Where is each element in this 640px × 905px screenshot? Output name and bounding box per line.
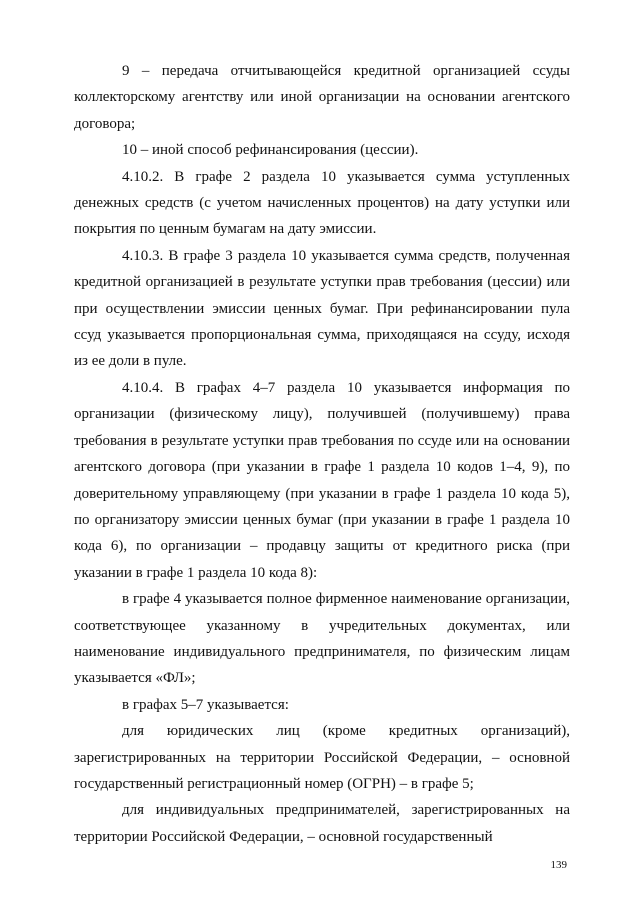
page-number: 139 [550,859,567,871]
paragraph-legal-entities: для юридических лиц (кроме кредитных организаций), зарегистрированных на территории Российской Федерации, – основной государственный регистрационный номер (ОГРН) – в графе 5; [74,723,570,792]
paragraph-code-10: 10 – иной способ рефинансирования (цессии). [122,142,419,159]
paragraph-4-10-2: 4.10.2. В графе 2 раздела 10 указывается сумма уступленных денежных средств (с учетом начисленных процентов) на дату уступки или покрытия по ценным бумагам на дату эмиссии. [74,168,570,238]
paragraph-4-10-4: 4.10.4. В графах 4–7 раздела 10 указывается информация по организации (физическому лицу), получившей (получившему) права требования в результате уступки прав требования по ссуде или на основании агентского договора (при указании в графе 1 раздела 10 кодов 1–4, 9), по доверительному управляющему (при указании в графе 1 раздела 10 кода 5), по организатору эмиссии ценных бумаг (при указании в графе 1 раздела 10 кода 6), по организации – продавцу защиты от кредитного риска (при указании в графе 1 раздела 10 кода 8): [74,379,570,581]
paragraph-4-10-3: 4.10.3. В графе 3 раздела 10 указывается сумма средств, полученная кредитной организацией в результате уступки прав требования (цессии) или при осуществлении эмиссии ценных бумаг. При рефинансировании пула ссуд указывается пропорциональная сумма, приходящаяся на ссуду, исходя из ее доли в пуле. [74,247,570,370]
paragraph-code-9: 9 – передача отчитывающейся кредитной организацией ссуды коллекторскому агентству или иной организации на основании агентского договора; [74,63,570,132]
paragraph-individual-entrepreneurs: для индивидуальных предпринимателей, зарегистрированных на территории Российской Федерации, – основной государственный [74,802,570,845]
paragraph-column-4: в графе 4 указывается полное фирменное наименование организации, соответствующее указанному в учредительных документах, или наименование индивидуального предпринимателя, по физическим лицам указывается «ФЛ»; [74,591,570,687]
document-body [74,58,570,850]
paragraph-columns-5-7: в графах 5–7 указывается: [122,696,289,713]
